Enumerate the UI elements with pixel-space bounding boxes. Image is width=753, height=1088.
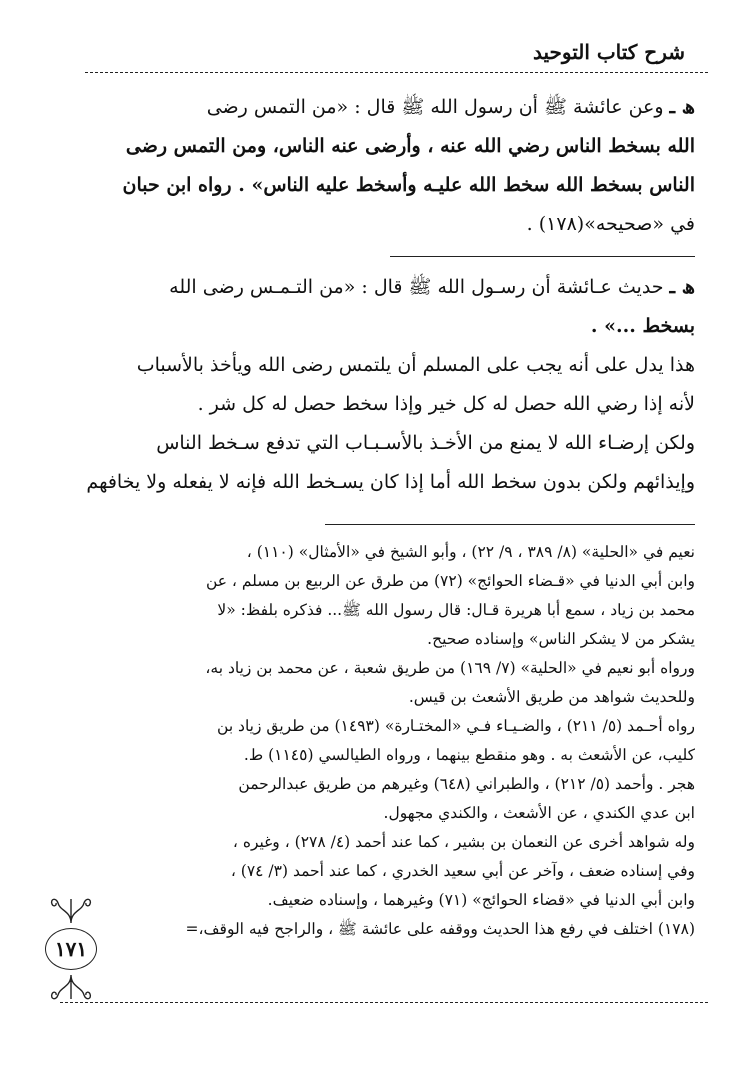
page-number-ornament: [40, 895, 102, 1005]
commentary-marker: ﮪ ـ: [669, 276, 695, 298]
footnote-line: (١٧٨) اختلف في رفع هذا الحديث ووقفه على عائشة ﷺ ، والراجح فيه الوقف،=: [185, 920, 695, 938]
commentary-line-4: لأنه إذا رضي الله حصل له كل خير وإذا سخط حصل له كل شر .: [197, 393, 695, 415]
footnotes-block: [110, 538, 695, 944]
footnote-divider: [325, 524, 695, 525]
ornament-bottom-icon: [40, 973, 102, 1003]
footnote-line: هجر . وأحمد (٥/ ٢١٢) ، والطبراني (٦٤٨) وغيرهم من طريق عبدالرحمن: [238, 775, 695, 793]
hadith-line-1: ﮪ ـوعن عائشة ﷺ أن رسول الله ﷺ قال : «من التمس رضى: [82, 88, 695, 127]
header-rule: [85, 72, 708, 73]
hadith-line-2: الله بسخط الناس رضي الله عنه ، وأرضى عنه الناس، ومن التمس رضى: [125, 135, 695, 157]
running-title: شرح كتاب التوحيد: [532, 40, 685, 64]
hadith-line-4: في «صحيحه»(١٧٨) .: [526, 213, 695, 235]
commentary-line-6: وإيذائهم ولكن بدون سخط الله أما إذا كان يسـخط الله فإنه لا يفعله ولا يخافهم: [86, 471, 695, 493]
hadith-marker: ﮪ ـ: [669, 96, 695, 118]
footnote-line: محمد بن زياد ، سمع أبا هريرة قـال: قال رسول الله ﷺ... فذكره بلفظ: «لا: [217, 601, 695, 619]
footnote-line: وفي إسناده ضعف ، وآخر عن أبي سعيد الخدري ، كما عند أحمد (٣/ ٧٤) ،: [230, 862, 695, 880]
commentary-line-3: هذا يدل على أنه يجب على المسلم أن يلتمس رضى الله ويأخذ بالأسباب: [136, 354, 695, 376]
hadith-block: [82, 88, 695, 244]
footnote-line: يشكر من لا يشكر الناس» وإسناده صحيح.: [427, 630, 695, 648]
ornament-top-icon: [40, 895, 102, 925]
commentary-line-1: ﮪ ـحديث عـائشة أن رسـول الله ﷺ قال : «من التـمـس رضى الله: [82, 268, 695, 307]
footnote-line: وابن أبي الدنيا في «قـضاء الحوائج» (٧٢) من طرق عن الربيع بن مسلم ، عن: [205, 572, 695, 590]
footnote-line: كليب، عن الأشعث به . وهو منقطع بينهما ، ورواه الطيالسي (١١٤٥) ط.: [243, 746, 695, 764]
footnote-line: نعيم في «الحلية» (٨/ ٣٨٩ ، ٩/ ٢٢) ، وأبو الشيخ في «الأمثال» (١١٠) ،: [246, 543, 695, 561]
footnote-line: ابن عدي الكندي ، عن الأشعث ، والكندي مجهول.: [383, 804, 695, 822]
hadith-line-3: الناس بسخط الله سخط الله عليـه وأسخط عليه الناس» . رواه ابن حبان: [122, 174, 695, 196]
footnote-line: وابن أبي الدنيا في «قضاء الحوائج» (٧١) وغيرهما ، وإسناده ضعيف.: [267, 891, 695, 909]
commentary-block: [82, 268, 695, 502]
footnote-line: ورواه أبو نعيم في «الحلية» (٧/ ١٦٩) من طريق شعبة ، عن محمد بن زياد به،: [205, 659, 695, 677]
section-divider: [390, 256, 695, 257]
commentary-line-5: ولكن إرضـاء الله لا يمنع من الأخـذ بالأسـبـاب التي تدفع سـخط الناس: [156, 432, 695, 454]
footnote-line: وله شواهد أخرى عن النعمان بن بشير ، كما عند أحمد (٤/ ٢٧٨) ، وغيره ،: [232, 833, 695, 851]
footer-rule: [60, 1002, 708, 1003]
footnote-line: وللحديث شواهد من طريق الأشعث بن قيس.: [408, 688, 695, 706]
footnote-line: رواه أحـمد (٥/ ٢١١) ، والضـيـاء فـي «المختـارة» (١٤٩٣) من طريق زياد بن: [217, 717, 695, 735]
page-number: ١٧١: [45, 928, 97, 970]
commentary-line-2: بسخط ...» .: [590, 315, 695, 337]
